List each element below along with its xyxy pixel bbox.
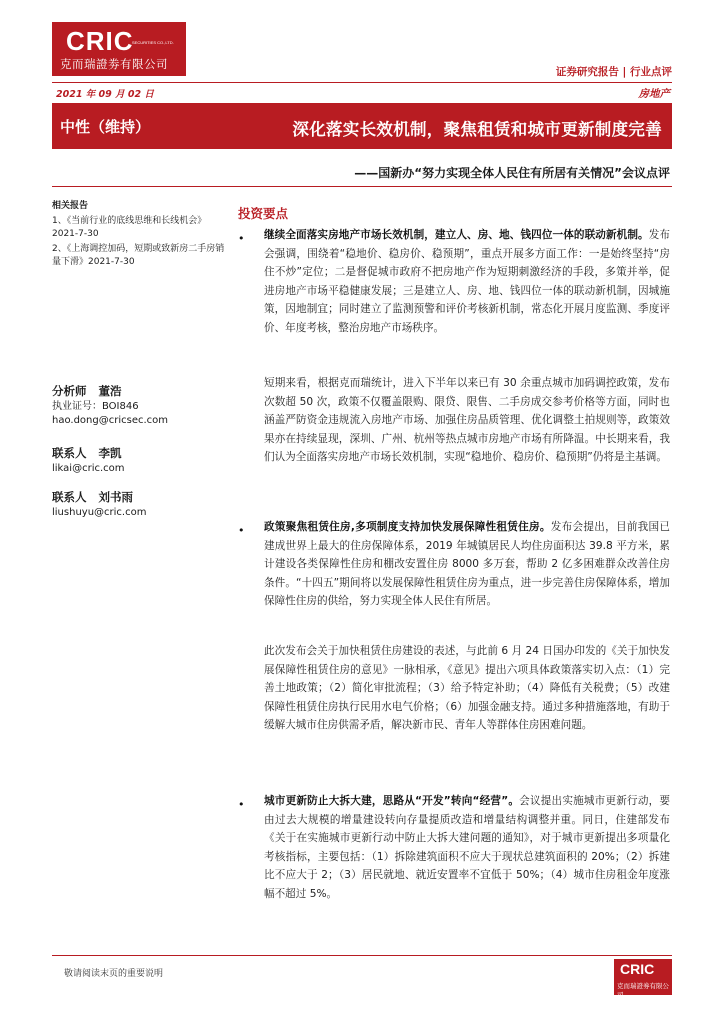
point-paragraph xyxy=(264,792,670,904)
point-lead: 继续全面落实房地产市场长效机制，建立人、房、地、钱四位一体的联动新机制。 xyxy=(264,229,649,241)
contact-role: 联系人 xyxy=(52,490,87,504)
contact-email[interactable]: liushuyu@cric.com xyxy=(52,507,147,518)
industry-label: 房地产 xyxy=(638,88,670,100)
point-extra-paragraph: 短期来看，根据克而瑞统计，进入下半年以来已有 30 余重点城市加码调控政策，发布次数超 50 次，政策不仅覆盖限购、限贷、限售、二手房成交参考价格等方面，同时也涵盖严防资金违规流入房地产市场、加强住房品质管理、优化调整土拍规则等，政策效果亦在持续显现，深圳、广州、杭州等热点城市房地产市场有所降温。中长期来看，我们认为全面落实房地产市场长效机制，实现“稳地价、稳房价、稳预期”仍将是主基调。 xyxy=(264,377,670,464)
point-paragraph xyxy=(264,518,670,611)
contact-name: 刘书雨 xyxy=(98,490,134,504)
footer-notice: 敬请阅读末页的重要说明 xyxy=(64,969,164,979)
point-body: 发布会强调，围绕着“稳地价、稳房价、稳预期”，重点开展多方面工作：一是始终坚持“房住不炒”定位；二是督促城市政府不把房地产作为短期刺激经济的手段，多策并举，促进房地产市场平稳健康发展；三是建立人、房、地、钱四位一体的联动新机制，因城施策，因地制宜；同时建立了监测预警和评价考核新机制，常态化开展月度监测、季度评价、年度考核，整治房地产市场秩序。 xyxy=(264,229,670,334)
analyst-role: 分析师 xyxy=(52,384,87,398)
point-extra-paragraph: 此次发布会关于加快租赁住房建设的表述，与此前 6 月 24 日国办印发的《关于加快发展保障性租赁住房的意见》一脉相承，《意见》提出六项具体政策落实切入点：（1）完善土地政策；（2）简化审批流程；（3）给予特定补助；（4）降低有关税费；（5）改建保障性租赁住房执行民用水电气价格；（6）加强金融支持。通过多种措施落地，有助于缓解大城市住房供需矛盾，解决新市民、青年人等群体住房困难问题。 xyxy=(264,645,670,732)
title-band xyxy=(52,103,672,149)
section-title: 投资要点 xyxy=(238,206,289,221)
related-report-item[interactable]: 2、《上海调控加码，短期或致新房二手房销量下滑》2021-7-30 xyxy=(52,244,225,267)
company-logo xyxy=(52,22,186,76)
contact-name: 李凯 xyxy=(98,446,122,460)
report-title: 深化落实长效机制，聚焦租赁和城市更新制度完善 xyxy=(292,120,662,139)
related-report-item[interactable]: 1、《当前行业的底线思维和长线机会》2021-7-30 xyxy=(52,216,207,239)
header-divider xyxy=(52,82,672,83)
contact-name-line xyxy=(52,490,227,504)
report-subtitle: ——国新办“努力实现全体人民住有所居有关情况”会议点评 xyxy=(354,166,670,180)
report-type: 证券研究报告 | 行业点评 xyxy=(555,66,672,78)
point-body: 发布会提出，目前我国已建成世界上最大的住房保障体系，2019 年城镇居民人均住房面积达 39.8 平方米，累计建设各类保障性住房和棚改安置住房 8000 多万套，帮助 2 亿多困难群众改善住房条件。“十四五”期间将以发展保障性租赁住房为重点，进一步完善住房保障体系，增加保障性住房的供给，努力实现全体人民住有所居。 xyxy=(264,521,670,608)
related-reports xyxy=(52,198,227,271)
footer-logo-chinese-name: 克而瑞證劵有限公司 xyxy=(617,982,669,999)
contact-role: 联系人 xyxy=(52,446,87,460)
logo-wordmark: CRIC xyxy=(66,26,134,56)
contact-info xyxy=(52,490,227,520)
bullet-icon: • xyxy=(238,798,245,811)
logo-chinese-name: 克而瑞證劵有限公司 xyxy=(60,57,168,71)
contact-name-line xyxy=(52,446,227,460)
contact-info xyxy=(52,446,227,476)
related-reports-heading: 相关报告 xyxy=(52,201,89,211)
rating: 中性（维持） xyxy=(60,118,151,136)
point-body: 会议提出实施城市更新行动，要由过去大规模的增量建设转向存量提质改造和增量结构调整并重。同日，住建部发布《关于在实施城市更新行动中防止大拆大建问题的通知》，对于城市更新提出多项量化考核指标，主要包括：（1）拆除建筑面积不应大于现状总建筑面积的 20%；（2）拆建比不应大于 2；（3）居民就地、就近安置率不宜低于 50%；（4）城市住房租金年度涨幅不超过 5%。 xyxy=(264,795,671,900)
subtitle-divider xyxy=(52,186,672,187)
analyst-cert: 执业证号：BOI846 xyxy=(52,401,139,412)
bullet-icon: • xyxy=(238,232,245,245)
analyst-info xyxy=(52,384,227,428)
point-paragraph xyxy=(264,226,670,338)
point-lead: 政策聚焦租赁住房,多项制度支持加快发展保障性租赁住房。 xyxy=(264,521,551,533)
report-date: 2021 年 09 月 02 日 xyxy=(56,89,154,100)
analyst-name: 董浩 xyxy=(98,384,122,398)
analyst-email[interactable]: hao.dong@cricsec.com xyxy=(52,415,169,426)
footer-logo xyxy=(614,959,672,999)
analyst-name-line xyxy=(52,384,227,398)
footer-logo-wordmark: CRIC xyxy=(620,961,655,977)
bullet-icon: • xyxy=(238,524,245,537)
footer-divider xyxy=(52,955,672,956)
contact-email[interactable]: likai@cric.com xyxy=(52,463,125,474)
logo-english-name: SECURITIES CO.,LTD. xyxy=(132,40,174,45)
point-lead: 城市更新防止大拆大建，思路从“开发”转向“经营”。 xyxy=(264,795,520,807)
